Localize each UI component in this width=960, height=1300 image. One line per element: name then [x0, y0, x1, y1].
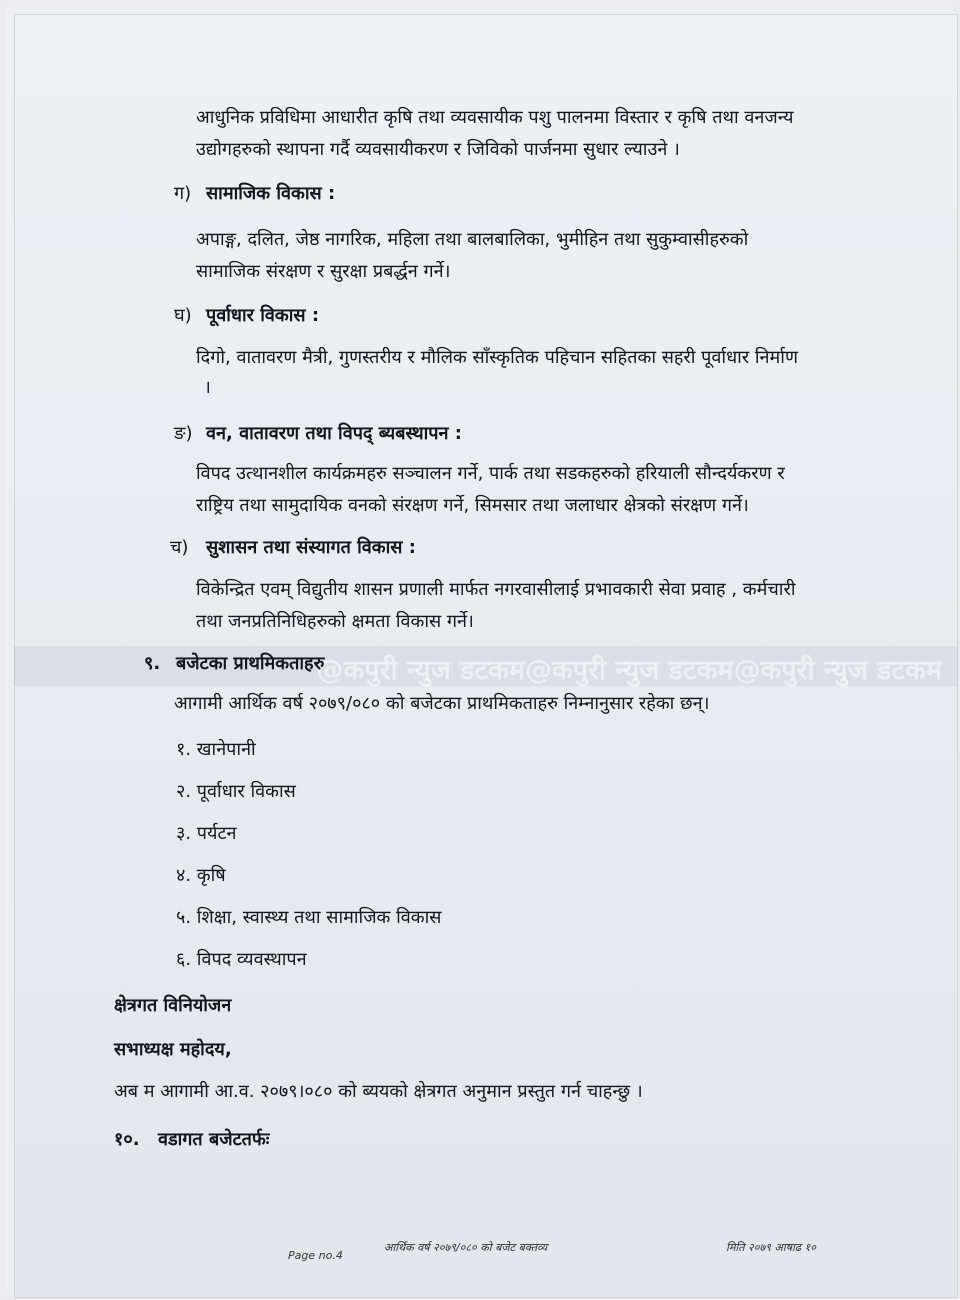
section-gha-line-2: । [204, 377, 211, 398]
intro-line-2: उद्योगहरुको स्थापना गर्दै व्यवसायीकरण र जिविको पार्जनमा सुधार ल्याउने । [196, 139, 680, 160]
priority-item: १. खानेपानी [176, 739, 256, 760]
section-ga-line-1: अपाङ्ग, दलित, जेष्ठ नागरिक, महिला तथा बालबालिका, भुमीहिन तथा सुकुम्वासीहरुको [196, 229, 749, 250]
footer-date: मिति २०७९ आषाढ १० [726, 1241, 816, 1254]
section-gha-marker: घ) [174, 305, 192, 326]
priorities-intro: आगामी आर्थिक वर्ष २०७९/०८० को बजेटका प्राथमिकताहरु निम्नानुसार रहेका छन्। [174, 693, 710, 714]
document-page [14, 14, 958, 1298]
section-cha-title: सुशासन तथा संस्यागत विकास : [206, 537, 416, 558]
priority-item: ६. विपद व्यवस्थापन [176, 949, 307, 970]
section-cha-marker: च) [170, 537, 189, 558]
watermark-text: @कपुरी न्युज डटकम@कपुरी न्युज डटकम@कपुरी न्युज डटकम [316, 655, 942, 686]
priority-item: २. पूर्वाधार विकास [176, 781, 296, 802]
allocation-statement: अब म आगामी आ.व. २०७९।०८० को ब्ययको क्षेत्रगत अनुमान प्रस्तुत गर्न चाहन्छु । [114, 1081, 643, 1102]
section-nga-title: वन, वातावरण तथा विपद् ब्यबस्थापन : [206, 423, 462, 444]
priority-item: ४. कृषि [176, 865, 226, 886]
section-nga-line-1: विपद उत्थानशील कार्यक्रमहरु सञ्चालन गर्ने, पार्क तथा सडकहरुको हरियाली सौन्दर्यकरण र [196, 463, 785, 484]
ward-number: १०. [114, 1129, 140, 1150]
priority-item: ५. शिक्षा, स्वास्थ्य तथा सामाजिक विकास [176, 907, 442, 928]
section-ga-title: सामाजिक विकास : [206, 183, 336, 204]
section-gha-title: पूर्वाधार विकास : [206, 305, 320, 326]
section-cha-line-2: तथा जनप्रतिनिधिहरुको क्षमता विकास गर्ने। [196, 611, 474, 632]
footer-doc-title: आर्थिक वर्ष २०७९/०८० को बजेट बक्तव्य [384, 1241, 548, 1254]
priority-item: ३. पर्यटन [176, 823, 237, 844]
section-ga-marker: ग) [174, 183, 192, 204]
allocation-heading: क्षेत्रगत विनियोजन [114, 995, 232, 1016]
salutation: सभाध्यक्ष महोदय, [114, 1039, 232, 1060]
section-nga-line-2: राष्ट्रिय तथा सामुदायिक वनको संरक्षण गर्ने, सिमसार तथा जलाधार क्षेत्रको संरक्षण गर्ने। [196, 495, 749, 516]
section-cha-line-1: विकेन्द्रित एवम् विद्युतीय शासन प्रणाली मार्फत नगरवासीलाई प्रभावकारी सेवा प्रवाह , कर्मचारी [196, 579, 796, 600]
section-gha-line-1: दिगो, वातावरण मैत्री, गुणस्तरीय र मौलिक साँस्कृतिक पहिचान सहितका सहरी पूर्वाधार निर्माण [196, 347, 798, 368]
section-nga-marker: ङ) [174, 423, 193, 444]
ward-heading: वडागत बजेटतर्फः [158, 1129, 270, 1150]
section-ga-line-2: सामाजिक संरक्षण र सुरक्षा प्रबर्द्धन गर्ने। [196, 261, 451, 282]
footer-page-no: Page no.4 [288, 1249, 343, 1262]
priorities-title: बजेटका प्राथमिकताहरु [176, 653, 325, 674]
intro-line-1: आधुनिक प्रविधिमा आधारीत कृषि तथा व्यवसायीक पशु पालनमा विस्तार र कृषि तथा वनजन्य [196, 107, 794, 128]
priorities-number: ९. [144, 653, 161, 674]
